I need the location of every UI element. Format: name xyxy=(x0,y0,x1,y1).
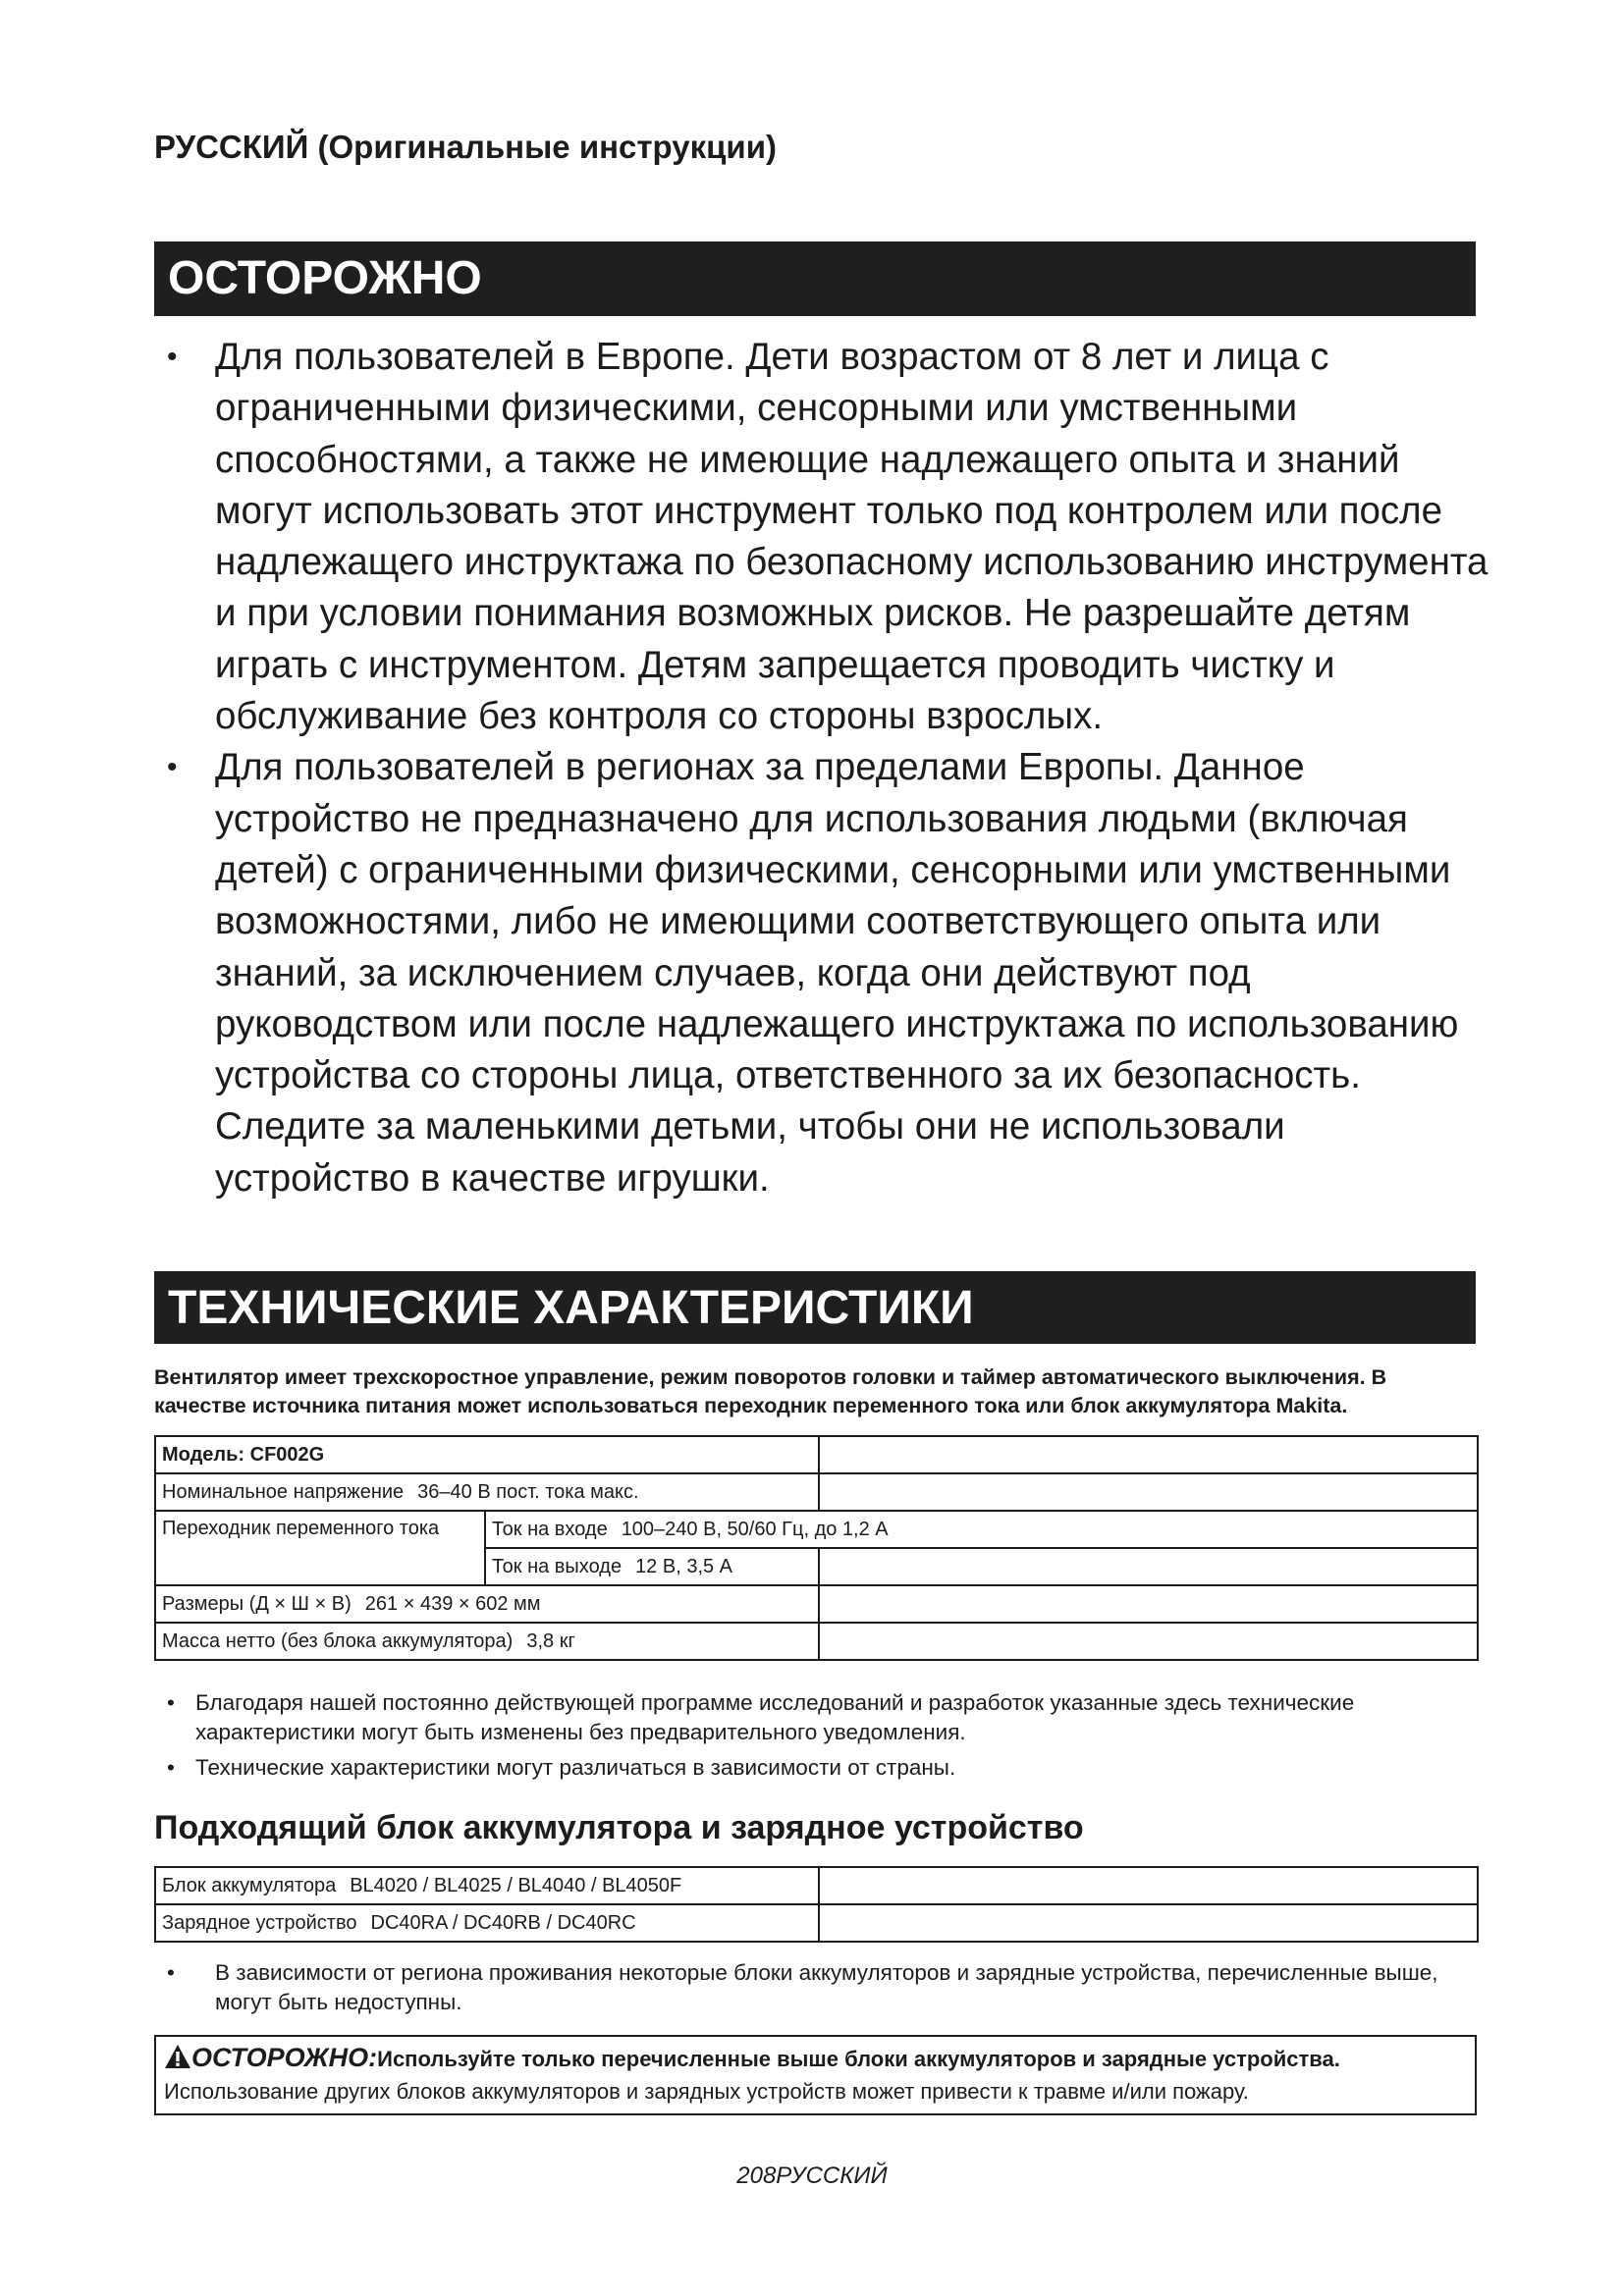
table-row xyxy=(155,1867,1478,1904)
input-cell xyxy=(485,1511,1478,1548)
battery-section-heading: Подходящий блок аккумулятора и зарядное устройство xyxy=(154,1809,1084,1846)
table-row xyxy=(155,1473,1478,1511)
table-row xyxy=(155,1623,1478,1660)
bullet: • xyxy=(167,1755,175,1780)
bullet: • xyxy=(167,751,178,784)
battery-label: Блок аккумулятора xyxy=(162,1874,337,1896)
page-language-title: РУССКИЙ (Оригинальные инструкции) xyxy=(154,129,777,165)
table-row xyxy=(155,1511,1478,1548)
input-value: 100–240 В, 50/60 Гц, до 1,2 А xyxy=(621,1518,889,1540)
specifications-section-banner: ТЕХНИЧЕСКИЕ ХАРАКТЕРИСТИКИ xyxy=(154,1271,1476,1344)
voltage-value: 36–40 В пост. тока макс. xyxy=(417,1480,639,1503)
battery-cell xyxy=(155,1867,819,1904)
caution-text: Использование других блоков аккумуляторов и зарядных устройств может привести к травме и/или пожару. xyxy=(164,2079,1249,2104)
table-row xyxy=(155,1436,1478,1473)
model-cell: Модель: CF002G xyxy=(155,1436,819,1473)
empty-cell xyxy=(819,1623,1478,1660)
output-label: Ток на выходе xyxy=(492,1555,623,1577)
caution-title: ОСТОРОЖНО: xyxy=(191,2043,378,2072)
specifications-notes xyxy=(154,1688,1480,1783)
empty-cell xyxy=(819,1473,1478,1511)
warning-item xyxy=(154,332,1489,742)
specifications-intro: Вентилятор имеет трехскоростное управление, режим поворотов головки и таймер автоматического выключения. В качестве источника питания может использоваться переходник переменного тока или блок аккумулятора Makita. xyxy=(154,1365,1387,1417)
weight-label: Масса нетто (без блока аккумулятора) xyxy=(162,1629,514,1652)
dimensions-value: 261 × 439 × 602 мм xyxy=(364,1592,541,1615)
adapter-label-cell: Переходник переменного тока xyxy=(155,1511,485,1585)
list-item xyxy=(154,1688,1480,1747)
warning-list xyxy=(154,332,1489,1204)
dimensions-cell xyxy=(155,1585,819,1623)
caution-box xyxy=(154,2035,1477,2115)
specifications-table xyxy=(154,1435,1479,1661)
warning-item-text: Для пользователей в Европе. Дети возрастом от 8 лет и лица с ограниченными физическими, сенсорными или умственными способностями, а также не имеющие надлежащего опыта и знаний могут использовать этот инструмент только под контролем или после надлежащего инструктажа по безопасному использованию инструмента и при условии понимания возможных рисков. Не разрешайте детям играть с инструментом. Детям запрещается проводить чистку и обслуживание без контроля со стороны взрослых. xyxy=(215,336,1489,738)
voltage-cell xyxy=(155,1473,819,1511)
empty-cell xyxy=(819,1904,1478,1942)
battery-notes xyxy=(154,1958,1480,2017)
warning-item-text: Для пользователей в регионах за пределами Европы. Данное устройство не предназначено для использования людьми (включая детей) с ограниченными физическими, сенсорными или умственными возможностями, либо не имеющими соответствующего опыта или знаний, за исключением случаев, когда они действуют под руководством или после надлежащего инструктажа по использованию устройства со стороны лица, ответственного за их безопасность. Следите за маленькими детьми, чтобы они не использовали устройство в качестве игрушки. xyxy=(215,746,1459,1200)
charger-label: Зарядное устройство xyxy=(162,1911,357,1934)
dimensions-label: Размеры (Д × Ш × В) xyxy=(162,1592,352,1615)
charger-cell xyxy=(155,1904,819,1942)
caution-bold-text: Используйте только перечисленные выше блоки аккумуляторов и зарядные устройства. xyxy=(377,2047,1340,2071)
empty-cell xyxy=(819,1436,1478,1473)
empty-cell xyxy=(819,1585,1478,1623)
note-text: Благодаря нашей постоянно действующей программе исследований и разработок указанные здесь технические характеристики могут быть изменены без предварительного уведомления. xyxy=(195,1690,1355,1744)
output-value: 12 В, 3,5 А xyxy=(635,1555,733,1577)
list-item xyxy=(154,1753,1480,1783)
table-row xyxy=(155,1904,1478,1942)
output-cell xyxy=(485,1548,819,1585)
battery-table xyxy=(154,1866,1479,1943)
empty-cell xyxy=(819,1548,1478,1585)
table-row xyxy=(155,1585,1478,1623)
weight-cell xyxy=(155,1623,819,1660)
battery-value: BL4020 / BL4025 / BL4040 / BL4050F xyxy=(350,1874,682,1896)
note-text: В зависимости от региона проживания некоторые блоки аккумуляторов и зарядные устройства, перечисленные выше, могут быть недоступны. xyxy=(215,1960,1438,2014)
bullet: • xyxy=(167,1960,175,1985)
note-text: Технические характеристики могут различаться в зависимости от страны. xyxy=(195,1755,956,1780)
empty-cell xyxy=(819,1867,1478,1904)
warning-item xyxy=(154,742,1489,1204)
charger-value: DC40RA / DC40RB / DC40RC xyxy=(370,1911,636,1934)
warning-section-banner: ОСТОРОЖНО xyxy=(154,241,1476,316)
list-item xyxy=(154,1958,1480,2017)
voltage-label: Номинальное напряжение xyxy=(162,1480,405,1503)
page-footer: 208РУССКИЙ xyxy=(736,2163,888,2189)
weight-value: 3,8 кг xyxy=(526,1629,575,1652)
bullet: • xyxy=(167,341,178,373)
bullet: • xyxy=(167,1690,175,1715)
warning-triangle-icon xyxy=(164,2044,191,2069)
input-label: Ток на входе xyxy=(492,1518,608,1540)
